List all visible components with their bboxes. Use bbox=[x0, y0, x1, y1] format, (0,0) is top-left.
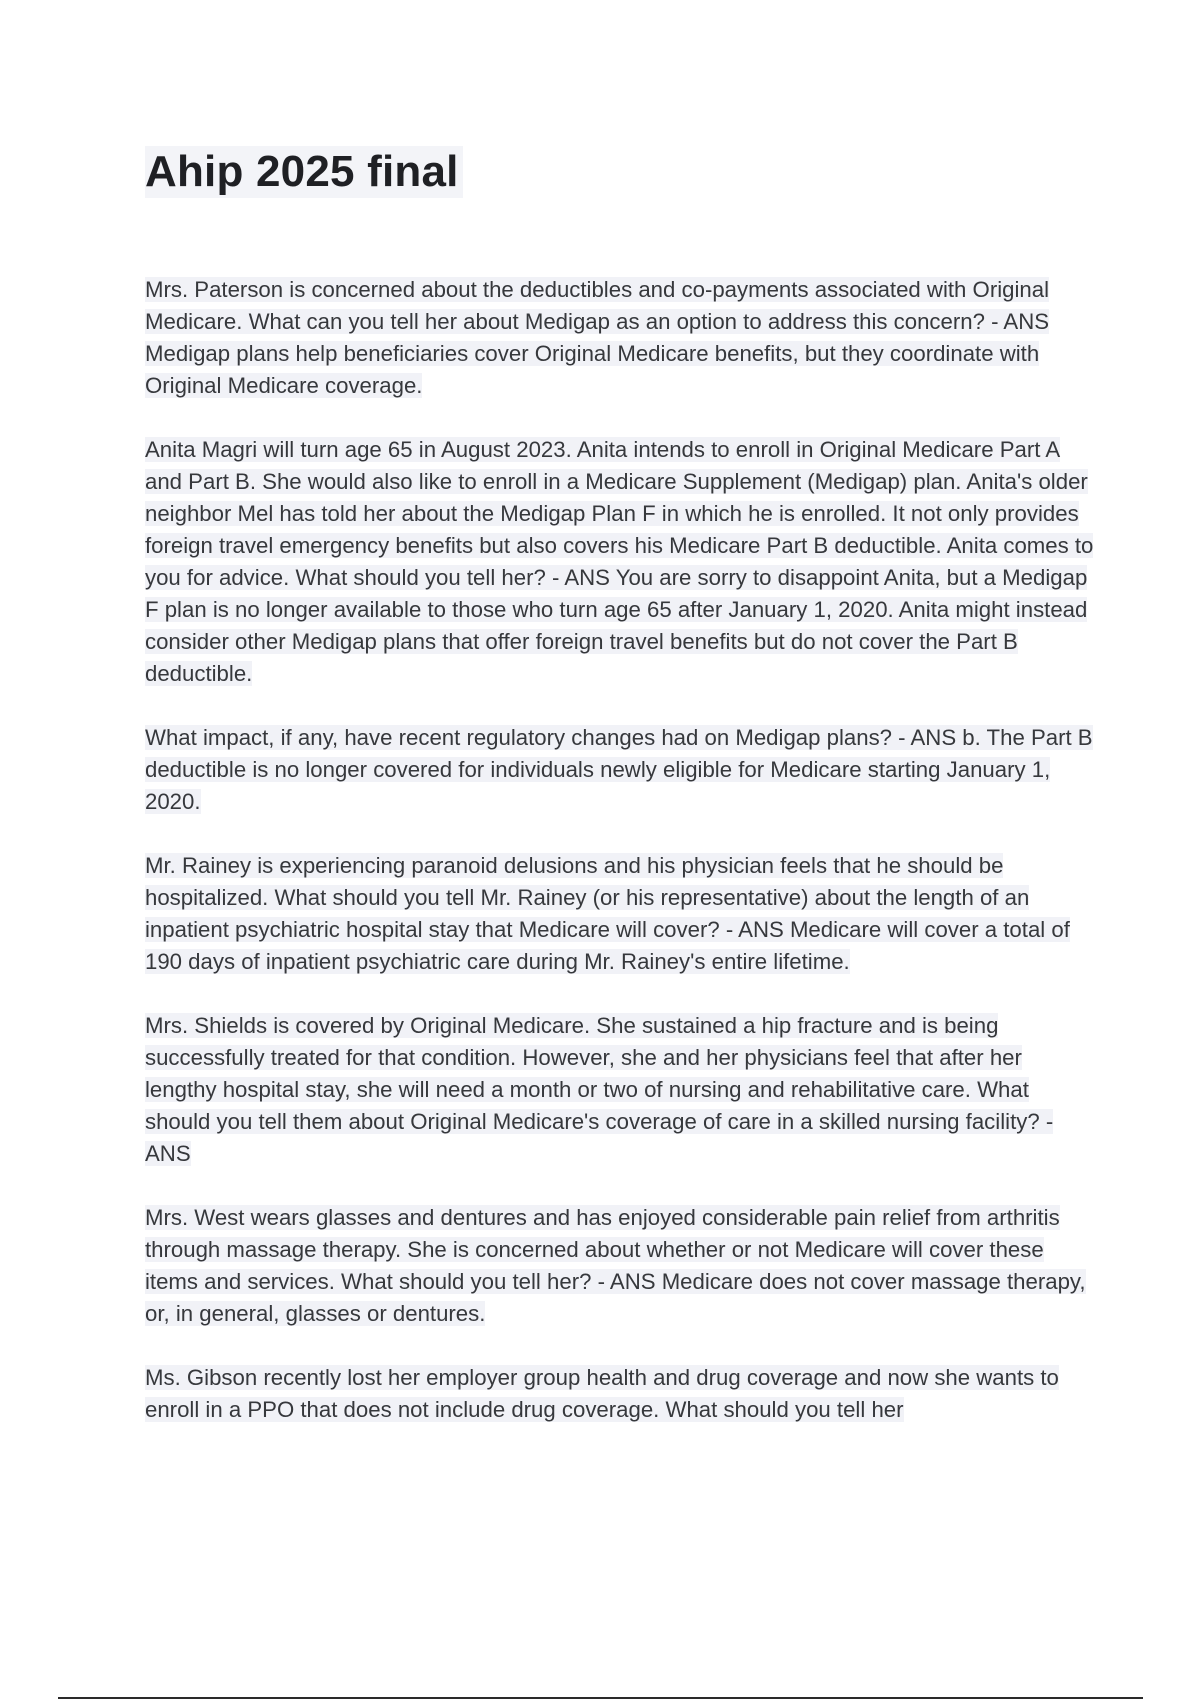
qa-entry-regulatory bbox=[145, 722, 1095, 818]
qa-entry-shields bbox=[145, 1010, 1095, 1170]
qa-text: Mrs. Paterson is concerned about the deductibles and co-payments associated with Original Medicare. What can you tell her about Medigap as an option to address this concern? - ANS Medigap plans help beneficiaries cover Original Medicare benefits, but they coordinate with Original Medicare coverage. bbox=[145, 277, 1050, 398]
qa-entry-paterson bbox=[145, 274, 1095, 402]
qa-text: Ms. Gibson recently lost her employer group health and drug coverage and now she wants to enroll in a PPO that does not include drug coverage. What should you tell her bbox=[145, 1365, 1059, 1422]
qa-entry-rainey bbox=[145, 850, 1095, 978]
footer-divider bbox=[58, 1697, 1143, 1699]
qa-text: Mrs. Shields is covered by Original Medicare. She sustained a hip fracture and is being successfully treated for that condition. However, she and her physicians feel that after her lengthy hospital stay, she will need a month or two of nursing and rehabilitative care. What should you tell them about Original Medicare's coverage of care in a skilled nursing facility? - ANS bbox=[145, 1013, 1054, 1166]
qa-list bbox=[145, 274, 1095, 1458]
qa-entry-gibson bbox=[145, 1362, 1095, 1426]
qa-text: Anita Magri will turn age 65 in August 2023. Anita intends to enroll in Original Medicare Part A and Part B. She would also like to enroll in a Medicare Supplement (Medigap) plan. Anita's older neighbor Mel has told her about the Medigap Plan F in which he is enrolled. It not only provides foreign travel emergency benefits but also covers his Medicare Part B deductible. Anita comes to you for advice. What should you tell her? - ANS You are sorry to disappoint Anita, but a Medigap F plan is no longer available to those who turn age 65 after January 1, 2020. Anita might instead consider other Medigap plans that offer foreign travel benefits but do not cover the Part B deductible. bbox=[145, 437, 1094, 686]
qa-entry-magri bbox=[145, 434, 1095, 690]
document-title: Ahip 2025 final bbox=[145, 146, 463, 198]
qa-text: Mr. Rainey is experiencing paranoid delusions and his physician feels that he should be hospitalized. What should you tell Mr. Rainey (or his representative) about the length of an inpatient psychiatric hospital stay that Medicare will cover? - ANS Medicare will cover a total of 190 days of inpatient psychiatric care during Mr. Rainey's entire lifetime. bbox=[145, 853, 1070, 974]
qa-entry-west bbox=[145, 1202, 1095, 1330]
qa-text: What impact, if any, have recent regulatory changes had on Medigap plans? - ANS b. The Part B deductible is no longer covered for individuals newly eligible for Medicare starting January 1, 2020. bbox=[145, 725, 1093, 814]
qa-text: Mrs. West wears glasses and dentures and has enjoyed considerable pain relief from arthritis through massage therapy. She is concerned about whether or not Medicare will cover these items and services. What should you tell her? - ANS Medicare does not cover massage therapy, or, in general, glasses or dentures. bbox=[145, 1205, 1086, 1326]
